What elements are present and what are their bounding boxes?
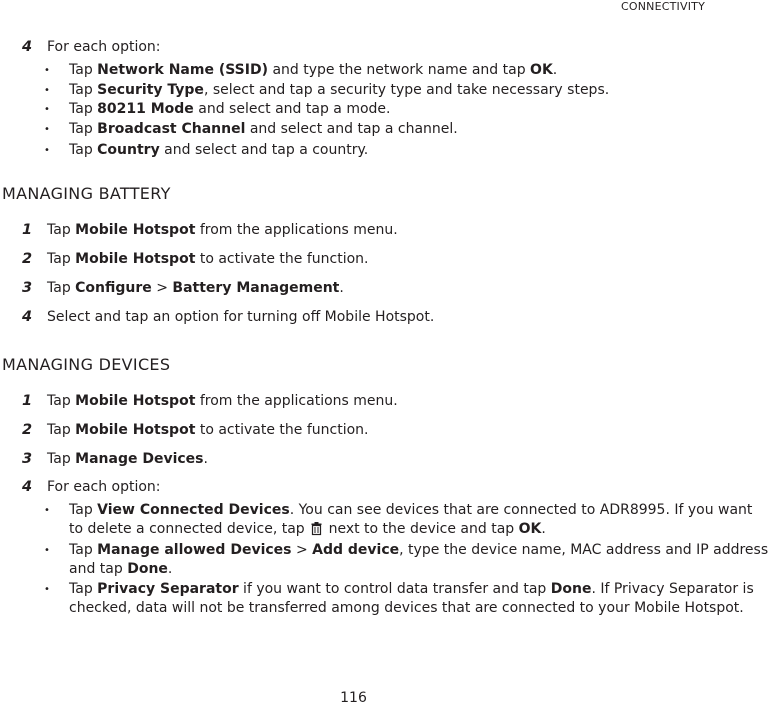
page-number: 116 xyxy=(340,690,367,706)
bullet-icon: • xyxy=(44,145,50,156)
bullet-icon: • xyxy=(44,124,50,135)
list-item: Tap Broadcast Channel and select and tap a channel. xyxy=(69,121,458,137)
step-text: Tap Mobile Hotspot from the applications menu. xyxy=(47,393,398,409)
step-text: Tap Configure > Battery Management. xyxy=(47,280,344,296)
list-item-continuation: to delete a connected device, tap next to the device and tap OK. xyxy=(69,521,546,537)
bullet-icon: • xyxy=(44,65,50,76)
section-header: CONNECTIVITY xyxy=(621,0,705,13)
list-item: Tap Security Type, select and tap a security type and take necessary steps. xyxy=(69,82,610,98)
section-heading-devices: MANAGING DEVICES xyxy=(2,355,171,374)
step-text: Select and tap an option for turning off Mobile Hotspot. xyxy=(47,309,435,325)
bullet-icon: • xyxy=(44,85,50,96)
bullet-icon: • xyxy=(44,505,50,516)
bullet-icon: • xyxy=(44,584,50,595)
step-text: Tap Mobile Hotspot to activate the function. xyxy=(47,251,369,267)
step-text: For each option: xyxy=(47,39,161,55)
list-item-continuation: checked, data will not be transferred among devices that are connected to your Mobile Hotspot. xyxy=(69,600,744,616)
step-number: 4 xyxy=(22,39,33,55)
list-item: Tap Privacy Separator if you want to control data transfer and tap Done. If Privacy Separator is xyxy=(69,581,754,597)
bullet-icon: • xyxy=(44,104,50,115)
list-item-continuation: and tap Done. xyxy=(69,561,173,577)
step-number: 1 xyxy=(22,393,33,409)
step-number: 4 xyxy=(22,309,33,325)
list-item: Tap 80211 Mode and select and tap a mode. xyxy=(69,101,391,117)
list-item: Tap View Connected Devices. You can see devices that are connected to ADR8995. If you want xyxy=(69,502,753,518)
step-text: Tap Manage Devices. xyxy=(47,451,208,467)
list-item: Tap Manage allowed Devices > Add device, type the device name, MAC address and IP address xyxy=(69,542,768,558)
step-number: 2 xyxy=(22,251,33,267)
list-item: Tap Network Name (SSID) and type the network name and tap OK. xyxy=(69,62,558,78)
list-item: Tap Country and select and tap a country. xyxy=(69,142,369,158)
trash-icon xyxy=(311,522,322,535)
step-text: Tap Mobile Hotspot from the applications menu. xyxy=(47,222,398,238)
section-heading-battery: MANAGING BATTERY xyxy=(2,184,171,203)
step-number: 2 xyxy=(22,422,33,438)
step-number: 3 xyxy=(22,451,33,467)
step-number: 1 xyxy=(22,222,33,238)
bullet-icon: • xyxy=(44,545,50,556)
step-number: 4 xyxy=(22,479,33,495)
step-text: Tap Mobile Hotspot to activate the function. xyxy=(47,422,369,438)
step-text: For each option: xyxy=(47,479,161,495)
step-number: 3 xyxy=(22,280,33,296)
